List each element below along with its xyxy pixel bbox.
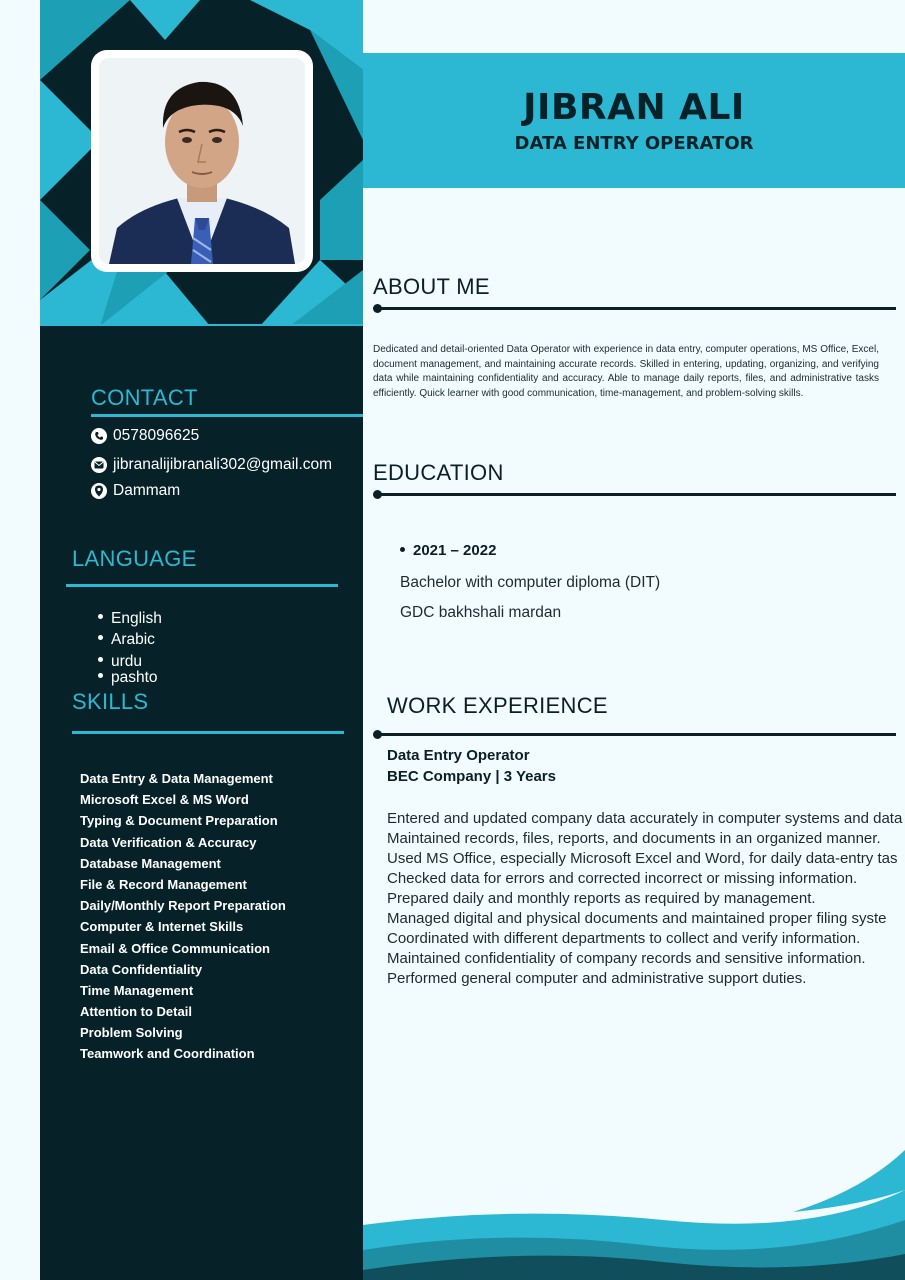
list-item: Time Management [80, 982, 194, 998]
list-item: Performed general computer and administrative support duties. [387, 970, 807, 987]
list-item: Data Entry & Data Management [80, 771, 273, 786]
list-item: Maintained confidentiality of company records and sensitive information. [387, 950, 866, 967]
education-degree: Bachelor with computer diploma (DIT) [400, 574, 661, 591]
list-item: Checked data for errors and corrected incorrect or missing information. [387, 870, 858, 887]
list-item: Attention to Detail [80, 1004, 192, 1020]
experience-company: BEC Company | 3 Years [387, 768, 556, 785]
education-divider [377, 493, 896, 496]
contact-email [91, 456, 332, 474]
about-text: Dedicated and detail-oriented Data Operator with experience in data entry, computer operations, MS Office, Excel, document management, and maintaining accurate records. Skilled in entering, updating, organizing, and verifying data while maintaining confidentiality and accuracy. Able to manage daily reports, files, and administrative tasks efficiently. Quick learner with good communication, time-management, and problem-solving skills. [373, 344, 879, 399]
job-title-heading: DATA ENTRY OPERATOR [514, 133, 754, 154]
language-heading: LANGUAGE [72, 546, 197, 571]
experience-heading: WORK EXPERIENCE [387, 693, 608, 718]
education-years [400, 542, 496, 559]
list-item: Prepared daily and monthly reports as required by management. [387, 890, 816, 907]
list-item: Computer & Internet Skills [80, 919, 244, 935]
experience-divider [377, 733, 896, 736]
contact-location [91, 482, 180, 500]
phone-icon [91, 428, 107, 444]
list-item: Data Verification & Accuracy [80, 834, 257, 850]
education-institute: GDC bakhshali mardan [400, 604, 562, 621]
contact-phone [91, 427, 199, 445]
list-item: Email & Office Communication [80, 940, 270, 956]
decorative-waves [363, 1150, 905, 1280]
skills-heading: SKILLS [72, 689, 149, 714]
bullet-icon [400, 547, 405, 552]
list-item: Arabic [98, 629, 162, 650]
experience-job-title: Data Entry Operator [387, 747, 530, 764]
list-item: English [98, 608, 162, 629]
list-item: Daily/Monthly Report Preparation [80, 898, 286, 914]
about-heading: ABOUT ME [373, 274, 490, 299]
list-item: Microsoft Excel & MS Word [80, 792, 249, 808]
list-item: Typing & Document Preparation [80, 813, 278, 829]
name-header [363, 53, 905, 188]
list-item: urdu [98, 650, 162, 668]
experience-duties [387, 809, 905, 989]
about-divider [377, 307, 896, 310]
skills-divider [72, 731, 344, 734]
list-item: Database Management [80, 855, 221, 871]
list-item: Entered and updated company data accurately in computer systems and data [387, 810, 903, 827]
list-item: Data Confidentiality [80, 961, 203, 977]
contact-phone-text: 0578096625 [113, 427, 200, 444]
list-item: pashto [98, 668, 162, 685]
language-divider [66, 584, 338, 587]
list-item: File & Record Management [80, 876, 247, 892]
contact-heading: CONTACT [91, 385, 198, 410]
list-item: Teamwork and Coordination [80, 1046, 255, 1062]
list-item: Used MS Office, especially Microsoft Excel and Word, for daily data-entry tas [387, 850, 898, 867]
contact-location-text: Dammam [113, 482, 181, 499]
language-list [98, 608, 162, 685]
list-item: Problem Solving [80, 1025, 183, 1041]
education-heading: EDUCATION [373, 460, 504, 485]
list-item: Coordinated with different departments to collect and verify information. [387, 930, 861, 947]
skills-list [80, 768, 286, 1065]
contact-divider [91, 414, 363, 417]
profile-photo-frame [91, 50, 313, 272]
list-item: Maintained records, files, reports, and documents in an organized manner. [387, 830, 881, 847]
email-icon [91, 457, 107, 473]
contact-email-text: jibranalijibranali302@gmail.com [113, 456, 333, 473]
person-name: JIBRAN ALI [523, 87, 745, 128]
profile-photo [99, 58, 305, 264]
location-pin-icon [91, 483, 107, 499]
list-item: Managed digital and physical documents and maintained proper filing syste [387, 910, 887, 927]
education-years-text: 2021 – 2022 [413, 542, 497, 559]
